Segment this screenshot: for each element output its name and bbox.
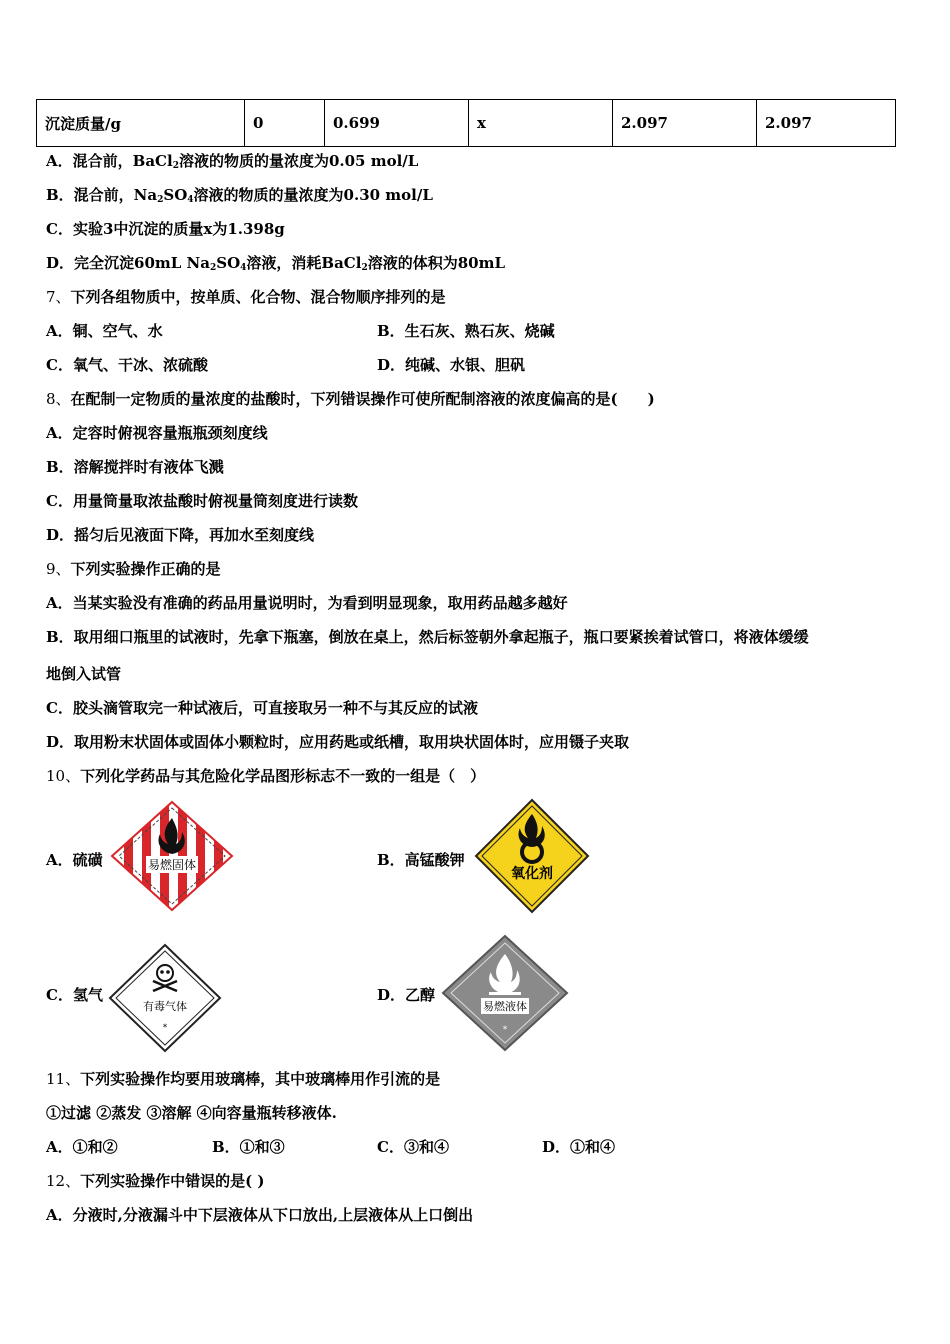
q10-option-d: D．乙醇 [377, 986, 436, 1004]
table-cell: 2.097 [757, 100, 896, 147]
q11-stem: 11、下列实验操作均要用玻璃棒，其中玻璃棒用作引流的是 [46, 1070, 441, 1088]
q7-option-c: C．氧气、干冰、浓硫酸 [46, 356, 208, 374]
q8-option-a: A．定容时俯视容量瓶瓶颈刻度线 [46, 424, 268, 442]
q7-option-d: D．纯碱、水银、胆矾 [377, 356, 526, 374]
q8-option-b: B．溶解搅拌时有液体飞溅 [46, 458, 224, 476]
q6-option-c: C．实验3中沉淀的质量x为1.398g [46, 220, 285, 238]
table-row [37, 100, 896, 147]
q11-items: ①过滤 ②蒸发 ③溶解 ④向容量瓶转移液体. [46, 1104, 337, 1122]
table-cell: 0 [245, 100, 325, 147]
q9-option-a: A．当某实验没有准确的药品用量说明时，为看到明显现象，取用药品越多越好 [46, 594, 568, 612]
results-table [36, 99, 896, 147]
q10-stem: 10、下列化学药品与其危险化学品图形标志不一致的一组是（ ） [46, 767, 486, 785]
sign-d-mark: * [502, 1025, 508, 1035]
table-cell: 2.097 [613, 100, 757, 147]
table-cell-label: 沉淀质量/g [37, 100, 245, 147]
q6-option-d: D．完全沉淀60mL $Na_2SO_4$溶液，消耗BaCl$_2$溶液的体积为80mL [46, 254, 506, 273]
q9-option-c: C．胶头滴管取完一种试液后，可直接取另一种不与其反应的试液 [46, 699, 478, 717]
q8-stem: 8、在配制一定物质的量浓度的盐酸时，下列错误操作可使所配制溶液的浓度偏高的是( ) [46, 390, 655, 408]
q9-option-b-cont: 地倒入试管 [46, 665, 122, 683]
sign-c-label: 有毒气体 [143, 1000, 187, 1013]
q11-option-c: C．③和④ [377, 1138, 449, 1156]
oxidizer-sign [474, 798, 590, 914]
q11-option-a: A．①和② [46, 1138, 118, 1156]
table-cell: 0.699 [325, 100, 469, 147]
q7-stem: 7、下列各组物质中，按单质、化合物、混合物顺序排列的是 [46, 288, 446, 306]
flammable-solid-sign [110, 800, 234, 912]
q9-stem: 9、下列实验操作正确的是 [46, 560, 221, 578]
q8-option-d: D．摇匀后见液面下降，再加水至刻度线 [46, 526, 315, 544]
q7-option-b: B．生石灰、熟石灰、烧碱 [377, 322, 555, 340]
q6-option-a: A．混合前，BaCl$_2$溶液的物质的量浓度为0.05 mol/L [46, 152, 419, 171]
sign-d-label: 易燃液体 [483, 1000, 527, 1013]
table-cell: x [469, 100, 613, 147]
q11-option-b: B．①和③ [212, 1138, 285, 1156]
q9-option-d: D．取用粉末状固体或固体小颗粒时，应用药匙或纸槽，取用块状固体时，应用镊子夹取 [46, 733, 630, 751]
sign-b-label: 氧化剂 [511, 866, 553, 882]
q8-option-c: C．用量筒量取浓盐酸时俯视量筒刻度进行读数 [46, 492, 358, 510]
q6-option-b: B．混合前，$Na_2SO_4$溶液的物质的量浓度为0.30 mol/L [46, 186, 433, 205]
q10-option-a: A．硫磺 [46, 851, 103, 869]
sign-a-label: 易燃固体 [147, 858, 197, 872]
flammable-liquid-sign [441, 934, 569, 1052]
q11-option-d: D．①和④ [542, 1138, 616, 1156]
q7-option-a: A．铜、空气、水 [46, 322, 163, 340]
sign-c-mark: * [162, 1023, 168, 1033]
q12-option-a: A．分液时,分液漏斗中下层液体从下口放出,上层液体从上口倒出 [46, 1206, 474, 1224]
q12-stem: 12、下列实验操作中错误的是( ) [46, 1172, 265, 1190]
q9-option-b: B．取用细口瓶里的试液时，先拿下瓶塞，倒放在桌上，然后标签朝外拿起瓶子，瓶口要紧挨着试管口，将液体缓缓 [46, 628, 809, 646]
toxic-gas-sign [108, 943, 222, 1053]
q10-option-b: B．高锰酸钾 [377, 851, 465, 869]
q10-option-c: C．氢气 [46, 986, 103, 1004]
